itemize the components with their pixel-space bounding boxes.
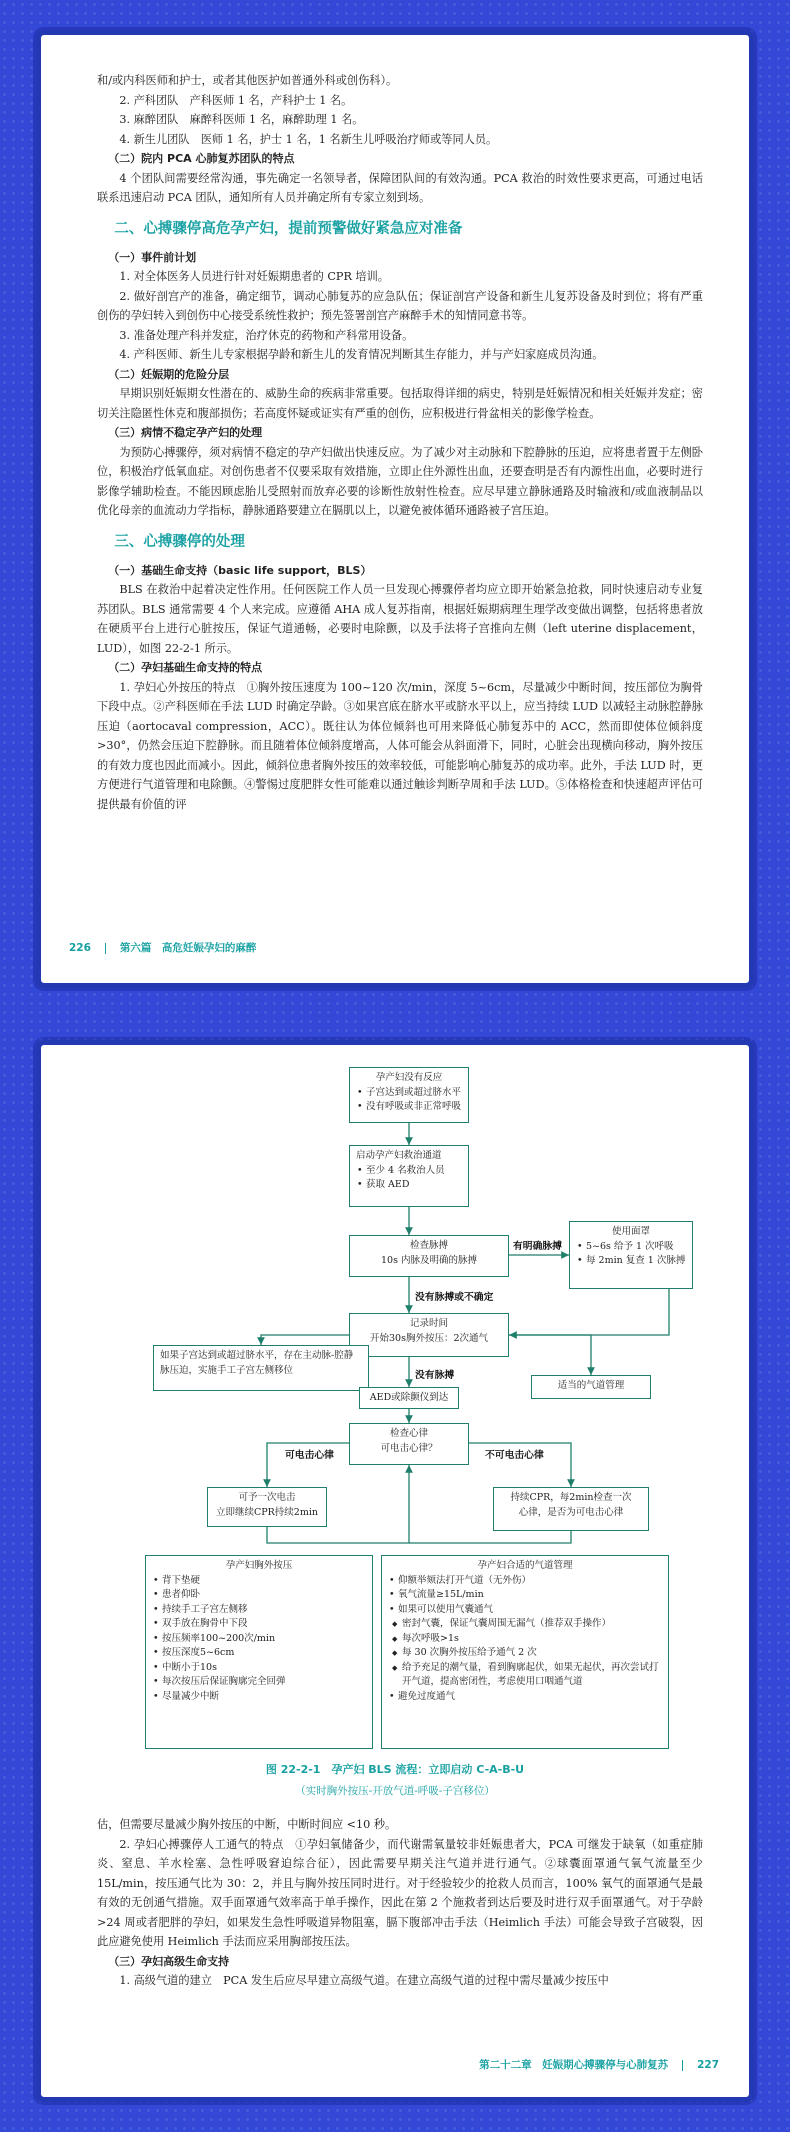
airway-management-note: 适当的气道管理 [531,1375,651,1399]
subsection-heading: （一）基础生命支持（basic life support，BLS） [108,563,372,577]
paragraph: 4 个团队间需要经常沟通，事先确定一名领导者，保障团队间的有效沟通。PCA 救治的时效性要求更高，可通过电话联系迅速启动 PCA 团队，通知所有人员并确定所有专家立刻到场。 [97,171,703,204]
paragraph: 4. 产科医师、新生儿专家根据孕龄和新生儿的发育情况判断其生存能力，并与产妇家庭成员沟通。 [119,348,604,361]
arrow [409,1531,571,1543]
check-rhythm-box: 检查心律 可电击心律？ [349,1423,469,1465]
label-no-pulse-unsure: 没有脉搏或不确定 [415,1292,494,1303]
page-227 [36,1040,754,2102]
paragraph: 4. 新生儿团队 医师 1 名，护士 1 名，1 名新生儿呼吸治疗师或等同人员。 [119,132,498,146]
subsection-heading: （二）孕妇基础生命支持的特点 [108,661,263,674]
paragraph: 为预防心搏骤停，须对病情不稳定的孕产妇做出快速反应。为了减少对主动脉和下腔静脉的压迫，应将患者置于左侧卧位，积极治疗低氧血症。对创伤患者不仅要采取有效措施，立即止住外源性出血，还要查明是否有内源性出血，必要时进行影像学辅助检查。不能因顾虑胎儿受照射而放弃必要的诊断性放射性检查。应尽早建立静脉通路及时输液和/或血液制品以优化母亲的血流动力学指标，静脉通路要建立在膈肌以上，以避免被体循环通路被子宫压迫。 [97,445,703,517]
label-nonshockable: 不可电击心律 [485,1450,544,1461]
subsection-heading: （二）院内 PCA 心肺复苏团队的特点 [108,152,295,165]
arrow [509,1289,669,1335]
section-heading: 三、心搏骤停的处理 [114,533,245,550]
paragraph: 2. 孕妇心搏骤停人工通气的特点 ①孕妇氧储备少，而代谢需氧量较非妊娠患者大，PCA 可继发于缺氧（如重症肺炎、窒息、羊水栓塞、急性呼吸窘迫综合征），因此需要早期关注气道并进行通气。②球囊面罩通气氧气流量至少 15L/min，按压通气比为 30：2，并且与胸外按压同时进行。对于经验较少的抢救人员而言，100% 氧气的面罩通气是最有效的无创通气措施。双手面罩通气效率高于单手操作，因此在第 2 个施救者到达后要及时进行双手面罩通气。对于孕龄 >24 周或者肥胖的孕妇，如果发生急性呼吸道异物阻塞，膈下腹部冲击手法（Heimlich 手法）可能会导致子宫破裂，因此应避免使用 Heimlich 手法而应采用胸部按压法。 [97,1837,703,1948]
check-pulse-box: 检查脉搏 10s 内脉及明确的脉搏 [349,1235,509,1277]
rescue-breathing-box: 使用面罩 • 5~6s 给予 1 次呼吸 • 每 2min 复查 1 次脉搏 [569,1221,693,1289]
paragraph: BLS 在救治中起着决定性作用。任何医院工作人员一旦发现心搏骤停者均应立即开始紧急抢救，同时快速启动专业复苏团队。BLS 通常需要 4 个人来完成。应遵循 AHA 成人复苏指南，根据妊娠期病理生理学改变做出调整，包括将患者放在硬质平台上进行心脏按压，保证气道通畅，必要时电除颤，以及手法将子宫推向左侧（left uterine displacement，LUD），如图 22-2-1 所示。 [97,583,703,655]
no-response-box: 孕产妇没有反应 • 子宫达到或超过脐水平 • 没有呼吸或非正常呼吸 [349,1067,469,1123]
page-footer [69,940,256,955]
continue-cpr-box: 持续CPR，每2min检查一次 心律，是否为可电击心律 [493,1487,649,1531]
page2-body [97,1815,703,1991]
paragraph: 1. 对全体医务人员进行针对妊娠期患者的 CPR 培训。 [119,270,389,283]
paragraph: 3. 麻醉团队 麻醉科医师 1 名，麻醉助理 1 名。 [119,113,364,126]
page1-body [97,71,703,814]
figure-subcaption: （实时胸外按压-开放气道-呼吸-子宫移位） [295,1785,495,1797]
page-number: 227 [697,2059,719,2071]
paragraph: 估，但需要尽量减少胸外按压的中断，中断时间应 <10 秒。 [97,1818,397,1831]
subsection-heading: （三）病情不稳定孕产妇的处理 [108,426,263,439]
page-226 [36,30,754,988]
paragraph: 1. 高级气道的建立 PCA 发生后应尽早建立高级气道。在建立高级气道的过程中需尽量减少按压中 [119,1974,609,1987]
figure-caption: 图 22-2-1 孕产妇 BLS 流程：立即启动 C-A-B-U [265,1763,525,1776]
bls-flowchart [41,1045,749,1805]
paragraph: 3. 准备处理产科并发症，治疗休克的药物和产科常用设备。 [119,328,414,342]
running-title: 第二十二章 妊娠期心搏骤停与心肺复苏 [479,2059,669,2071]
paragraph: 1. 孕妇心外按压的特点 ①胸外按压速度为 100~120 次/min，深度 5~6cm，尽量减少中断时间，按压部位为胸骨下段中点。②产科医师在手法 LUD 时确定孕龄。③如果宫底在脐水平或脐水平以上，应当持续 LUD 以减轻主动脉腔静脉压迫（aortocaval compression，ACC）。既往认为体位倾斜也可用来降低心肺复苏中的 ACC，然而即使体位倾斜度 >30°，仍然会压迫下腔静脉。而且随着体位倾斜度增高，人体可能会从斜面滑下，同时，心脏会出现横向移动，胸外按压的有效力度也因此而减小。因此，倾斜位患者胸外按压的效率较低，可能影响心肺复苏的成功率。此外，手法 LUD 时，更方便进行气道管理和电除颤。④警惕过度肥胖女性可能难以通过触诊判断孕周和手法 LUD。⑤体格检查和快速超声评估可提供最有价值的评 [97,680,703,811]
page-number: 226 [69,942,91,954]
subsection-heading: （一）事件前计划 [108,250,197,264]
subsection-heading: （二）妊娠期的危险分层 [108,367,230,381]
arrow [261,1335,349,1345]
label-shockable: 可电击心律 [285,1450,334,1461]
compression-box: 孕产妇胸外按压 • 背下垫硬 • 患者仰卧 • 持续手工子宫左侧移 • 双手放在胸骨中下段 • 按压频率100~200次/min • 按压深度5~6cm • 中断小于10s • 每次按压后保证胸廓完全回弹 • 尽量减少中断 [145,1555,373,1749]
record-time-box: 记录时间 开始30s胸外按压：2次通气 [349,1313,509,1357]
subsection-heading: （三）孕妇高级生命支持 [108,1954,230,1968]
paragraph: 2. 产科团队 产科医师 1 名，产科护士 1 名。 [119,93,353,107]
section-heading: 二、心搏骤停高危孕产妇，提前预警做好紧急应对准备 [114,220,463,237]
paragraph: 早期识别妊娠期女性潜在的、威胁生命的疾病非常重要。包括取得详细的病史，特别是妊娠情况和相关妊娠并发症；密切关注隐匿性休克和腹部损伤；若高度怀疑或证实有严重的创伤，应积极进行骨盆相关的影像学检查。 [97,387,703,420]
paragraph: 和/或内科医师和护士，或者其他医护如普通外科或创伤科）。 [97,74,398,87]
arrow [509,1335,591,1375]
page-footer [479,2057,719,2072]
running-title: 第六篇 高危妊娠孕妇的麻醉 [119,942,257,954]
aed-arrives-box: AED或除颤仪到达 [359,1387,459,1409]
uterine-displacement-note: 如果子宫达到或超过脐水平，存在主动脉-腔静脉压迫，实施手工子宫左侧移位 [153,1345,369,1391]
shock-box: 可予一次电击 立即继续CPR持续2min [207,1487,327,1527]
label-has-pulse: 有明确脉搏 [513,1241,562,1252]
activate-rescue-box: 启动孕产妇救治通道 • 至少 4 名救治人员 • 获取 AED [349,1145,469,1207]
paragraph: 2. 做好剖宫产的准备，确定细节，调动心肺复苏的应急队伍；保证剖宫产设备和新生儿复苏设备及时到位；将有严重创伤的孕妇转入到创伤中心接受系统性救护；预先签署剖宫产麻醉手术的知情同意书等。 [97,289,703,322]
label-no-pulse: 没有脉搏 [415,1370,455,1381]
airway-box: 孕产妇合适的气道管理 • 仰额举颏法打开气道（无外伤） • 氧气流量≥15L/min • 如果可以使用气囊通气 ◆ 密封气囊，保证气囊周围无漏气（推荐双手操作） ◆ 每次呼吸>1s ◆ 每 30 次胸外按压给予通气 2 次 ◆ 给予充足的潮气量，看到胸廓起伏，如果无起伏，再次尝试打开气道，提高密闭性，考虑使用口咽通气道 • 避免过度通气 [381,1555,669,1749]
